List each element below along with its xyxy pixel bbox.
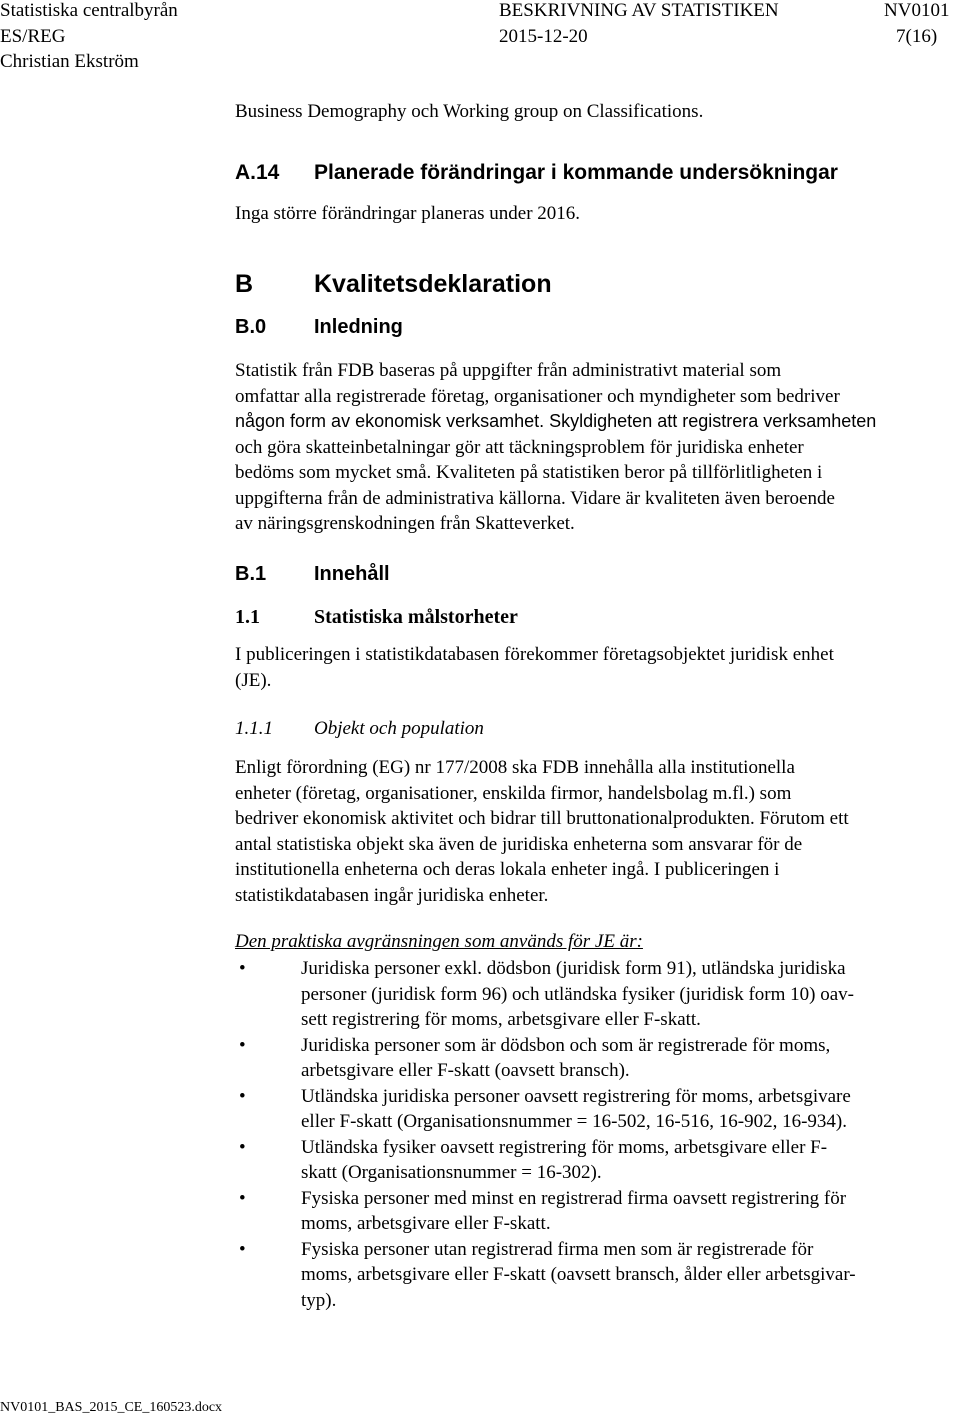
paragraph-line: (JE). [235, 669, 272, 691]
header-doc-id: NV0101 [884, 0, 950, 21]
section-b1-number: B.1 [235, 563, 267, 585]
list-item-line: sett registrering för moms, arbetsgivare eller F-skatt. [301, 1009, 701, 1030]
delimitation-heading: Den praktiska avgränsningen som används för JE är: [235, 931, 643, 952]
list-item-line: moms, arbetsgivare eller F-skatt (oavsett bransch, ålder eller arbetsgivar- [301, 1264, 856, 1285]
header-date: 2015-12-20 [499, 26, 588, 47]
list-item-line: Fysiska personer med minst en registrerad firma oavsett registrering för [301, 1187, 847, 1209]
paragraph-line: enheter (företag, organisationer, enskilda firmor, handelsbolag m.fl.) som [235, 782, 792, 804]
list-item [235, 956, 950, 1033]
section-1-1-1-title: Objekt och population [314, 718, 484, 739]
section-a14-text: Inga större förändringar planeras under 2016. [235, 203, 581, 224]
list-item-line: Utländska juridiska personer oavsett registrering för moms, arbetsgivare [301, 1085, 851, 1107]
section-1-1-number: 1.1 [235, 606, 260, 628]
list-item [235, 1186, 950, 1237]
section-b0-title: Inledning [314, 316, 403, 338]
paragraph-line: och göra skatteinbetalningar gör att täckningsproblem för juridiska enheter [235, 436, 804, 458]
section-1-1-paragraph [235, 642, 950, 693]
bullet-icon: • [239, 1085, 246, 1107]
bullet-icon: • [239, 958, 246, 979]
paragraph-line: någon form av ekonomisk verksamhet. Skyldigheten att registrera verksamheten [235, 411, 877, 431]
list-item [235, 1135, 950, 1186]
section-b-number: B [235, 270, 254, 298]
paragraph-line: omfattar alla registrerade företag, organisationer och myndigheter som bedriver [235, 385, 840, 407]
header-unit: ES/REG [0, 26, 66, 47]
footer-filename: NV0101_BAS_2015_CE_160523.docx [0, 1400, 223, 1415]
section-1-1-1-paragraph [235, 755, 950, 908]
paragraph-line: statistikdatabasen ingår juridiska enheter. [235, 884, 549, 906]
delimitation-list [235, 956, 950, 1313]
bullet-icon: • [239, 1136, 246, 1158]
list-item-line: arbetsgivare eller F-skatt (oavsett bransch). [301, 1060, 630, 1081]
intro-line: Business Demography och Working group on Classifications. [235, 101, 704, 122]
list-item-line: typ). [301, 1289, 337, 1311]
section-1-1-1-number: 1.1.1 [235, 718, 273, 739]
paragraph-line: bedöms som mycket små. Kvaliteten på statistiken beror på tillförlitligheten i [235, 462, 823, 483]
list-item [235, 1033, 950, 1084]
section-a14-number: A.14 [235, 161, 280, 184]
list-item-line: Juridiska personer som är dödsbon och som är registrerade för moms, [301, 1034, 831, 1056]
paragraph-line: Enligt förordning (EG) nr 177/2008 ska FDB innehålla alla institutionella [235, 757, 795, 778]
header-page-number: 7(16) [896, 26, 938, 47]
paragraph-line: I publiceringen i statistikdatabasen förekommer företagsobjektet juridisk enhet [235, 644, 834, 665]
bullet-icon: • [239, 1238, 246, 1260]
header-org: Statistiska centralbyrån [0, 0, 178, 21]
paragraph-line: institutionella enheterna och deras lokala enheter ingå. I publiceringen i [235, 859, 780, 880]
section-b0-number: B.0 [235, 316, 267, 338]
paragraph-line: av näringsgrenskodningen från Skatteverket. [235, 513, 575, 534]
header-doc-type: BESKRIVNING AV STATISTIKEN [499, 0, 779, 21]
paragraph-line: antal statistiska objekt ska även de juridiska enheterna som ansvarar för de [235, 833, 803, 855]
section-a14-title: Planerade förändringar i kommande undersökningar [314, 161, 838, 184]
list-item [235, 1237, 950, 1314]
bullet-icon: • [239, 1034, 246, 1056]
list-item-line: personer (juridisk form 96) och utländska fysiker (juridisk form 10) oav- [301, 983, 854, 1005]
paragraph-line: uppgifterna från de administrativa källorna. Vidare är kvaliteten även beroende [235, 487, 835, 509]
paragraph-line: Statistik från FDB baseras på uppgifter från administrativt material som [235, 360, 782, 381]
section-1-1-title: Statistiska målstorheter [314, 606, 518, 628]
list-item-line: eller F-skatt (Organisationsnummer = 16-502, 16-516, 16-902, 16-934). [301, 1111, 847, 1132]
section-b1-title: Innehåll [314, 563, 390, 585]
bullet-icon: • [239, 1187, 246, 1209]
list-item-line: Fysiska personer utan registrerad firma men som är registrerade för [301, 1238, 814, 1260]
list-item-line: skatt (Organisationsnummer = 16-302). [301, 1162, 602, 1183]
list-item-line: Juridiska personer exkl. dödsbon (juridisk form 91), utländska juridiska [301, 958, 846, 979]
section-b-title: Kvalitetsdeklaration [314, 270, 552, 298]
section-b0-paragraph [235, 358, 950, 537]
list-item [235, 1084, 950, 1135]
paragraph-line: bedriver ekonomisk aktivitet och bidrar till bruttonationalprodukten. Förutom ett [235, 808, 849, 829]
header-author: Christian Ekström [0, 51, 139, 72]
list-item-line: moms, arbetsgivare eller F-skatt. [301, 1213, 551, 1234]
list-item-line: Utländska fysiker oavsett registrering för moms, arbetsgivare eller F- [301, 1136, 828, 1158]
